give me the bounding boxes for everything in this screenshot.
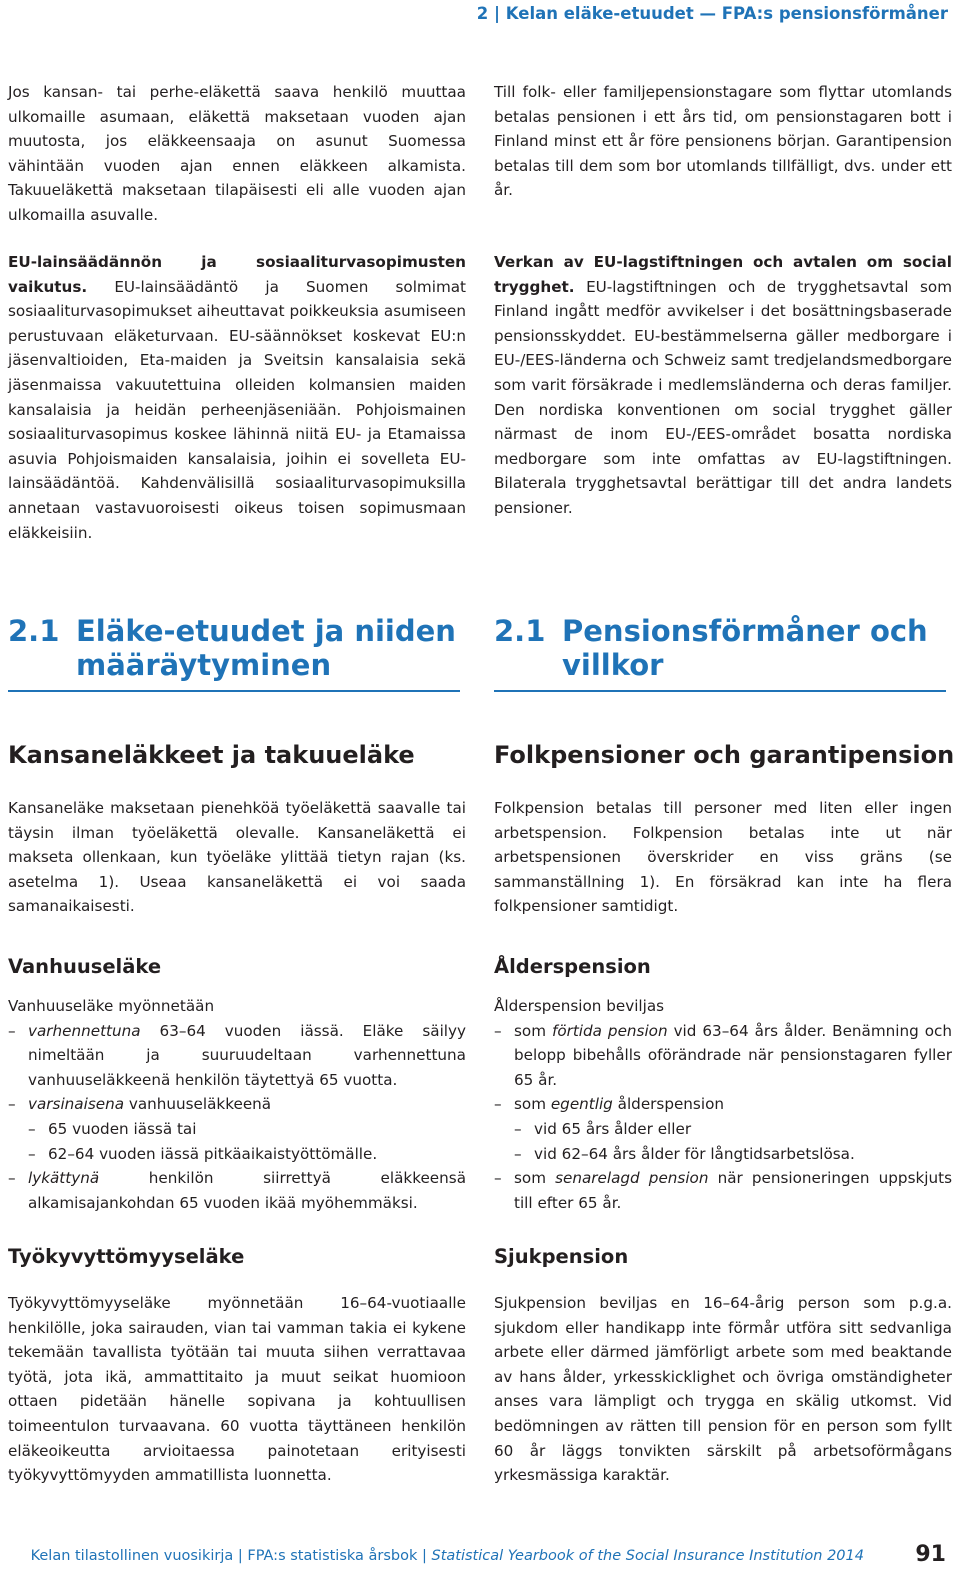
fi-heading-tyokyvyttomyys: Työkyvyttömyyseläke bbox=[8, 1245, 245, 1268]
fi-vanhuus-subitem-a: – 65 vuoden iässä tai bbox=[28, 1119, 197, 1138]
sv-a2-pre: som bbox=[514, 1095, 551, 1114]
fi-vanhuus-block bbox=[8, 994, 466, 1215]
sv-section-title-line2: villkor bbox=[562, 648, 664, 682]
fi-heading-vanhuus: Vanhuuseläke bbox=[8, 955, 162, 978]
sv-a3-text: när pensioneringen uppskjuts till efter 65 år. bbox=[514, 1169, 952, 1212]
sv-alder-item-2: – som egentlig ålderspension bbox=[494, 1095, 724, 1114]
sv-a3-em: senarelagd pension bbox=[555, 1169, 709, 1188]
fi-kansanelake-paragraph: Kansaneläke maksetaan pienehköä työeläkettä saavalle tai täysin ilman työeläkettä olevalle. Kansaneläkettä ei makseta ollenkaan, kun työeläke ylittää tietyn rajan (ks. asetelma 1). Useaa kansaneläkettä ei voi saada samanaikaisesti. bbox=[8, 799, 466, 916]
fi-v2-em: varsinaisena bbox=[28, 1095, 125, 1114]
fi-section-title-line1: Eläke-etuudet ja niiden bbox=[76, 614, 456, 648]
fi-v2a-text: 65 vuoden iässä tai bbox=[48, 1119, 197, 1138]
fi-eu-paragraph bbox=[8, 250, 466, 545]
fi-v2b-text: 62–64 vuoden iässä pitkäaikaistyöttömälle. bbox=[48, 1144, 378, 1163]
fi-vanhuus-intro: Vanhuuseläke myönnetään bbox=[8, 997, 215, 1015]
sv-heading-sjuk: Sjukpension bbox=[494, 1245, 629, 1268]
fi-v2-text: vanhuuseläkkeenä bbox=[124, 1095, 272, 1114]
sv-alder-intro: Ålderspension beviljas bbox=[494, 997, 665, 1015]
fi-vanhuus-item-3: – lykättynä henkilön siirrettyä eläkkeensä alkamisajankohdan 65 vuoden ikää myöhemmäksi. bbox=[8, 1169, 466, 1212]
sv-intro-paragraph: Till folk- eller familjepensionstagare som flyttar utomlands betalas pensionen i ett års tid, om pensionstagaren bott i Finland minst ett år före pensionens början. Garantipension betalas till dem som bor utomlands tillfälligt, dvs. under ett år. bbox=[494, 83, 952, 200]
sv-a2b-text: vid 62–64 års ålder för långtidsarbetslösa. bbox=[534, 1144, 855, 1163]
sv-intro-block bbox=[494, 80, 952, 203]
sv-heading-alder: Ålderspension bbox=[494, 955, 651, 978]
fi-intro-block bbox=[8, 80, 466, 228]
fi-tyokyvyttomyys-paragraph: Työkyvyttömyyseläke myönnetään 16–64-vuotiaalle henkilölle, joka sairauden, vian tai vamman takia ei kykene tekemään tavallista työtään tai muuta siihen verrattavaa työtä, jota ikä, ammattitaito ja muut seikat huomioon ottaen pidetään hänelle sopivana ja kohtuullisen toimeentulon turvaavana. 60 vuotta täyttäneen henkilön eläkeoikeutta arvioitaessa painotetaan erityisesti työkyvyttömyyden ammatillista luonnetta. bbox=[8, 1294, 466, 1485]
sv-a1-text: vid 63–64 års ålder. Benämning och belopp bibehålls oförändrade när pensionstagaren fyller 65 år. bbox=[514, 1021, 952, 1089]
sv-a2-text: ålderspension bbox=[612, 1095, 724, 1114]
fi-kansanelake-block bbox=[8, 796, 466, 919]
sv-alder-item-1: – som förtida pension vid 63–64 års ålder. Benämning och belopp bibehålls oförändrade när pensionstagaren fyller 65 år. bbox=[494, 1021, 952, 1089]
sv-a1-em: förtida pension bbox=[551, 1021, 668, 1040]
fi-v1-text: 63–64 vuoden iässä. Eläke säilyy nimeltään ja suuruudeltaan varhennettuna vanhuuseläkkeenä henkilön täytettyä 65 vuotta. bbox=[28, 1021, 466, 1089]
sv-folkpension-block bbox=[494, 796, 952, 919]
sv-sjuk-paragraph: Sjukpension beviljas en 16–64-årig person som p.g.a. sjukdom eller handikapp inte förmår utföra sitt sedvanliga arbete eller därmed jämförligt arbete som med beaktande av hans ålder, yrkesskicklighet och övriga omständigheter anses vara lämpligt och trygga en skälig utkomst. Vid bedömningen av rätten till pension för en person som fyllt 60 år läggs tonvikten särskilt på arbetsoförmågans yrkesmässiga karaktär. bbox=[494, 1294, 952, 1485]
fi-section-title-line2: määräytyminen bbox=[76, 648, 332, 682]
fi-eu-heading: EU-lainsäädännön ja sosiaaliturvasopimusten vaikutus. bbox=[8, 253, 466, 296]
sv-section-number: 2.1 bbox=[494, 614, 546, 648]
sv-a3-pre: som bbox=[514, 1169, 556, 1188]
footer-text-italic: Statistical Yearbook of the Social Insurance Institution 2014 bbox=[431, 1548, 864, 1564]
fi-tyokyvyttomyys-block bbox=[8, 1291, 466, 1488]
fi-eu-text: EU-lainsäädäntö ja Suomen solmimat sosiaaliturvasopimukset aiheuttavat poikkeuksia asumiseen perustuvaan eläketurvaan. EU-säännökset koskevat EU:n jäsenvaltioiden, Eta-maiden ja Sveitsin kansalaisia sekä jäsenmaissa vakuutettuina olleiden kolmansien maiden kansalaisia ja heidän perheenjäseniään. Pohjoismainen sosiaaliturvasopimus koskee lähinnä niitä EU- ja Etamaissa asuvia Pohjoismaiden kansalaisia, joihin ei sovelleta EU-lainsäädäntöä. Kahdenvälisillä sosiaaliturvasopimuksilla annetaan vastavuoroisesti oikeus toisen sopimusmaan eläkkeisiin. bbox=[8, 277, 466, 542]
fi-section-rule bbox=[8, 690, 460, 692]
sv-heading-folkpension: Folkpensioner och garantipension bbox=[494, 741, 955, 769]
sv-a2a-text: vid 65 års ålder eller bbox=[534, 1119, 692, 1138]
fi-vanhuus-item-2: – varsinaisena vanhuuseläkkeenä bbox=[8, 1095, 272, 1114]
fi-v1-em: varhennettuna bbox=[28, 1021, 141, 1040]
sv-alder-item-3: – som senarelagd pension när pensioneringen uppskjuts till efter 65 år. bbox=[494, 1169, 952, 1212]
sv-eu-text: EU-lagstiftningen och de trygghetsavtal som Finland ingått medför avvikelser i det bosättningsbaserade pensionsskyddet. EU-bestämmelserna gäller medborgare i EU-/EES-länderna och Schweiz samt tredjelandsmedborgare som varit försäkrade i medlemsländerna och deras familjer. Den nordiska konventionen om social trygghet gäller närmast de inom EU-/EES-området bosatta nordiska medborgare som inte omfattas av EU-lagstiftningen. Bilaterala trygghetsavtal berättigar till det andra landets pensioner. bbox=[494, 277, 952, 517]
running-head: 2 | Kelan eläke-etuudet — FPA:s pensionsförmåner bbox=[476, 4, 948, 23]
fi-eu-block bbox=[8, 250, 466, 545]
page-number: 91 bbox=[915, 1542, 946, 1567]
fi-section-number: 2.1 bbox=[8, 614, 60, 648]
sv-eu-block bbox=[494, 250, 952, 521]
sv-section-title bbox=[494, 614, 952, 682]
fi-vanhuus-subitem-b: – 62–64 vuoden iässä pitkäaikaistyöttömälle. bbox=[28, 1144, 378, 1163]
sv-alder-subitem-b: – vid 62–64 års ålder för långtidsarbetslösa. bbox=[514, 1144, 855, 1163]
sv-sjuk-block bbox=[494, 1291, 952, 1488]
footer-text: Kelan tilastollinen vuosikirja | FPA:s statistiska årsbok | bbox=[30, 1548, 432, 1564]
sv-a1-pre: som bbox=[514, 1021, 552, 1040]
fi-v3-text: henkilön siirrettyä eläkkeensä alkamisajankohdan 65 vuoden ikää myöhemmäksi. bbox=[28, 1169, 466, 1212]
sv-alder-subitem-a: – vid 65 års ålder eller bbox=[514, 1119, 692, 1138]
sv-alder-block bbox=[494, 994, 952, 1215]
fi-vanhuus-item-1: – varhennettuna 63–64 vuoden iässä. Eläke säilyy nimeltään ja suuruudeltaan varhennettuna vanhuuseläkkeenä henkilön täytettyä 65 vuotta. bbox=[8, 1021, 466, 1089]
sv-section-title-line1: Pensionsförmåner och bbox=[562, 614, 928, 648]
fi-section-title bbox=[8, 614, 466, 682]
sv-folkpension-paragraph: Folkpension betalas till personer med liten eller ingen arbetspension. Folkpension betalas inte ut när arbetspensionen överskrider en viss gräns (se sammanställning 1). En försäkrad kan inte ha flera folkpensioner samtidigt. bbox=[494, 799, 952, 916]
fi-v3-em: lykättynä bbox=[28, 1169, 100, 1188]
footer bbox=[31, 1548, 864, 1564]
sv-section-rule bbox=[494, 690, 946, 692]
fi-heading-kansanelake: Kansaneläkkeet ja takuueläke bbox=[8, 741, 415, 769]
fi-intro-paragraph: Jos kansan- tai perhe-eläkettä saava henkilö muuttaa ulkomaille asumaan, eläkettä maksetaan vuoden ajan muutosta, jos eläkkeensaaja on asunut Suomessa vähintään vuoden ajan ennen eläkkeen alkamista. Takuueläkettä maksetaan tilapäisesti eli alle vuoden ajan ulkomailla asuvalle. bbox=[8, 83, 466, 224]
sv-eu-heading: Verkan av EU-lagstiftningen och avtalen om social trygghet. bbox=[494, 253, 952, 296]
sv-eu-paragraph bbox=[494, 250, 952, 521]
sv-a2-em: egentlig bbox=[550, 1095, 613, 1114]
